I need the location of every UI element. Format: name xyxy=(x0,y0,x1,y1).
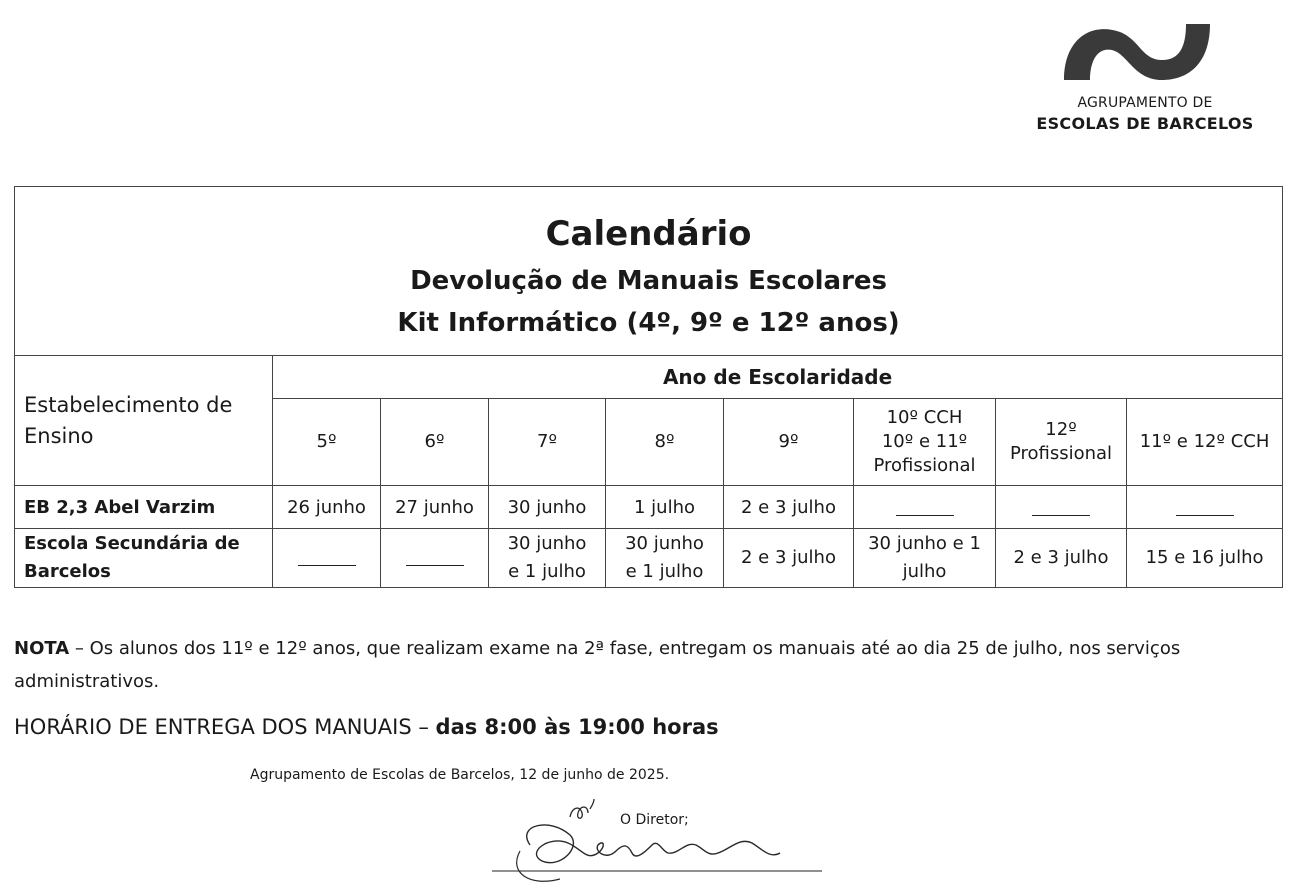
year-header xyxy=(273,399,381,486)
date-cell xyxy=(996,529,1127,588)
date-cell xyxy=(273,529,381,588)
cell-text: 26 junho xyxy=(287,496,366,518)
cell-text: 30 junho xyxy=(507,496,587,518)
empty-dash xyxy=(1032,514,1090,516)
note-label: NOTA xyxy=(14,638,70,659)
wave-logo-icon xyxy=(1062,20,1212,82)
school-name xyxy=(15,486,273,529)
cell-text: 27 junho xyxy=(395,496,474,518)
date-cell xyxy=(489,486,606,529)
empty-dash xyxy=(298,564,356,566)
cell-text: Profissional xyxy=(1009,443,1113,464)
school-logo xyxy=(1020,18,1270,138)
cell-text: 7º xyxy=(537,431,557,452)
year-header xyxy=(1127,399,1283,486)
calendar-table xyxy=(14,186,1283,588)
empty-dash xyxy=(1176,514,1234,516)
cell-text: 2 e 3 julho xyxy=(741,496,836,518)
date-cell xyxy=(273,486,381,529)
delivery-hours xyxy=(14,715,719,739)
date-cell xyxy=(854,486,996,529)
date-cell xyxy=(724,486,854,529)
date-cell xyxy=(606,529,724,588)
cell-text: 15 e 16 julho xyxy=(1145,547,1264,568)
school-name xyxy=(15,529,273,588)
cell-text: 5º xyxy=(316,431,337,452)
year-header xyxy=(724,399,854,486)
cell-text: 6º xyxy=(424,431,445,452)
year-header xyxy=(854,399,996,486)
cell-text: Profissional xyxy=(873,455,976,476)
cell-text: e 1 julho xyxy=(508,561,586,582)
year-header xyxy=(489,399,606,486)
cell-text: 30 junho e 1 xyxy=(868,533,981,554)
signature-icon xyxy=(490,795,830,887)
cell-text: 1 julho xyxy=(633,496,695,518)
note xyxy=(14,632,1274,698)
cell-text: Barcelos xyxy=(24,561,111,582)
note-text: – Os alunos dos 11º e 12º anos, que realizam exame na 2ª fase, entregam os manuais até ao dia 25 de julho, nos serviços administrativos. xyxy=(14,638,1181,692)
cell-text: julho xyxy=(902,561,947,582)
page-subtitle-kit: Kit Informático (4º, 9º e 12º anos) xyxy=(397,308,900,338)
table-row xyxy=(15,486,1283,529)
cell-text: EB 2,3 Abel Varzim xyxy=(24,496,216,518)
header-school-year: Ano de Escolaridade xyxy=(273,356,1283,399)
date-cell xyxy=(1127,486,1283,529)
year-header xyxy=(381,399,489,486)
cell-text: e 1 julho xyxy=(625,561,704,582)
date-cell xyxy=(1127,529,1283,588)
delivery-hours-value: das 8:00 às 19:00 horas xyxy=(435,715,719,739)
place-date: Agrupamento de Escolas de Barcelos, 12 de junho de 2025. xyxy=(250,767,670,783)
header-establishment: Estabelecimento de Ensino xyxy=(15,356,273,486)
cell-text: 11º e 12º CCH xyxy=(1139,431,1270,452)
logo-line-1: AGRUPAMENTO DE xyxy=(1077,95,1213,111)
cell-text: 30 junho xyxy=(625,533,704,554)
cell-text: 10º e 11º xyxy=(881,431,968,452)
delivery-hours-label: HORÁRIO DE ENTREGA DOS MANUAIS – xyxy=(14,715,436,739)
cell-text: Escola Secundária de xyxy=(24,533,240,554)
cell-text: 30 junho xyxy=(507,533,587,554)
cell-text: 9º xyxy=(778,431,799,452)
year-header xyxy=(606,399,724,486)
date-cell xyxy=(606,486,724,529)
logo-line-2: ESCOLAS DE BARCELOS xyxy=(1036,114,1254,133)
empty-dash xyxy=(406,564,464,566)
cell-text: 2 e 3 julho xyxy=(741,547,836,568)
cell-text: 2 e 3 julho xyxy=(1013,547,1109,568)
date-cell xyxy=(381,486,489,529)
cell-text: 12º xyxy=(1045,419,1077,440)
page-subtitle: Devolução de Manuais Escolares xyxy=(410,266,888,296)
director-label: O Diretor; xyxy=(620,812,689,828)
empty-dash xyxy=(896,514,954,516)
date-cell xyxy=(724,529,854,588)
title-block xyxy=(15,187,1283,356)
date-cell xyxy=(489,529,606,588)
table-row xyxy=(15,529,1283,588)
page-title: Calendário xyxy=(545,214,752,254)
date-cell xyxy=(381,529,489,588)
cell-text: 8º xyxy=(654,431,675,452)
year-header xyxy=(996,399,1127,486)
cell-text: 10º CCH xyxy=(886,407,963,428)
date-cell xyxy=(996,486,1127,529)
date-cell xyxy=(854,529,996,588)
